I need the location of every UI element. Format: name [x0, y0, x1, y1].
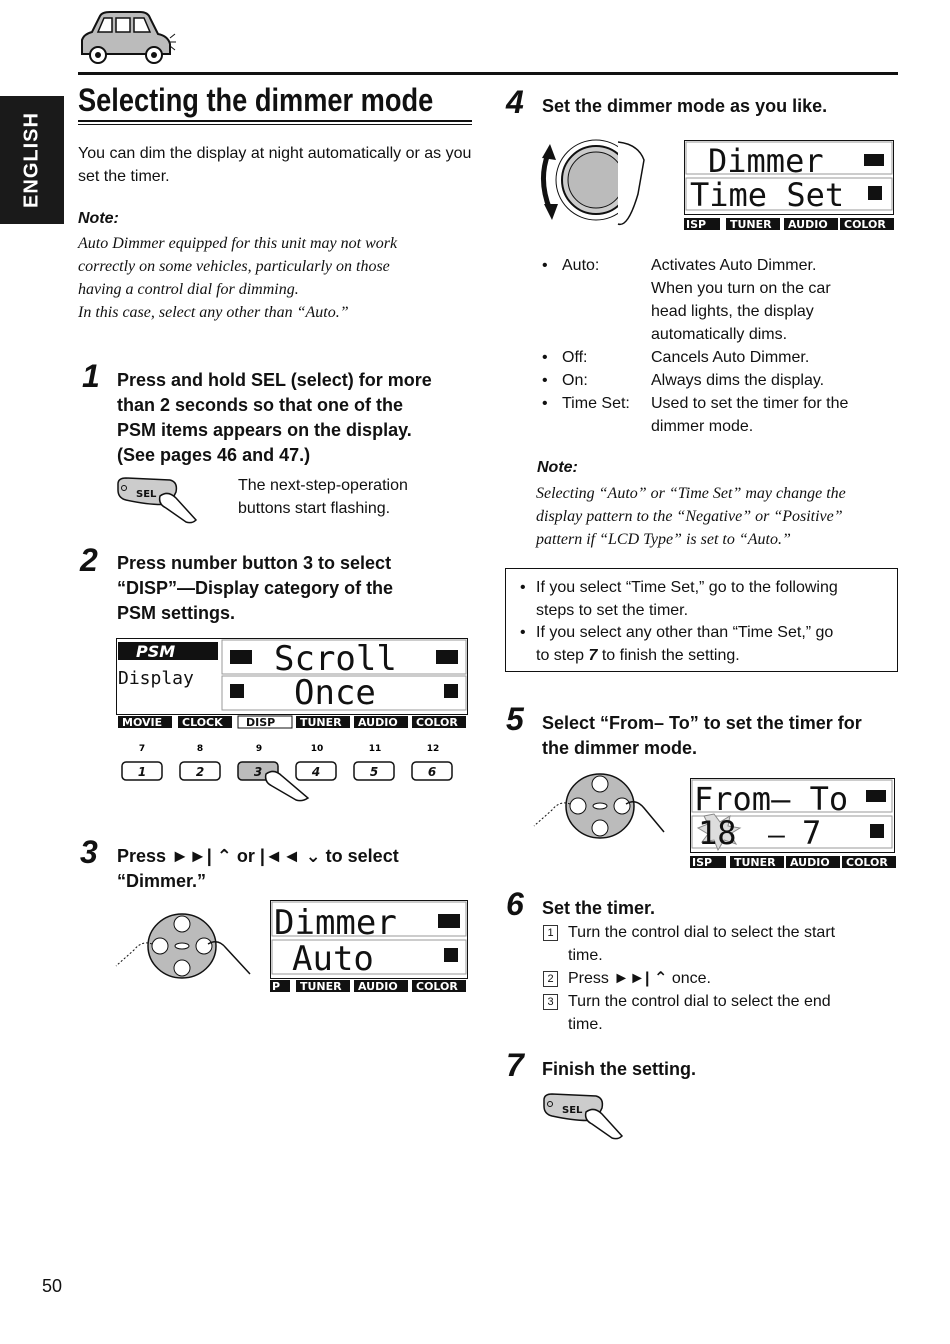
svg-text:Time Set: Time Set	[690, 176, 845, 214]
box-bullet: •	[520, 579, 526, 596]
svg-text:Scroll: Scroll	[274, 639, 397, 679]
sel-button-icon	[540, 1092, 630, 1142]
lcd-display-from-to	[678, 778, 896, 870]
svg-text:Auto: Auto	[292, 939, 374, 979]
intro-text: You can dim the display at night automatically or as you set the timer.	[78, 145, 472, 185]
prev-icon: |◄◄	[259, 846, 301, 866]
step-5-text: Select “From– To” to set the timer for the dimmer mode.	[542, 713, 862, 758]
sel-button-icon	[114, 476, 204, 526]
svg-text:AUDIO: AUDIO	[358, 716, 398, 729]
title-underline-thin	[78, 124, 472, 125]
up-icon: ⌃	[653, 970, 668, 987]
svg-text:7: 7	[138, 744, 146, 754]
step-number: 3	[80, 834, 98, 870]
option-desc: Used to set the timer for the dimmer mode.	[651, 395, 849, 435]
note-heading: Note:	[78, 210, 119, 227]
control-pad-icon	[112, 910, 262, 984]
svg-text:Dimmer: Dimmer	[708, 142, 824, 180]
step-number: 1	[82, 358, 100, 394]
option-desc: Cancels Auto Dimmer.	[651, 349, 810, 366]
step-4-text: Set the dimmer mode as you like.	[542, 96, 828, 116]
down-icon: ⌄	[305, 846, 321, 866]
step-number: 7	[506, 1047, 524, 1083]
language-tab: ENGLISH	[0, 96, 64, 224]
svg-text:ISP: ISP	[692, 856, 713, 869]
step-number: 5	[506, 701, 524, 737]
step-number: 6	[506, 886, 524, 922]
step-number: 2	[80, 542, 98, 578]
lcd-display-dimmer-auto	[270, 900, 468, 996]
svg-text:From– To: From– To	[694, 780, 849, 818]
control-pad-icon	[530, 770, 670, 844]
svg-text:AUDIO: AUDIO	[788, 218, 828, 231]
svg-text:1: 1	[137, 765, 147, 779]
page-number: 50	[42, 1276, 63, 1296]
svg-text:4: 4	[311, 765, 321, 779]
control-dial-icon	[538, 134, 658, 230]
svg-text:5: 5	[369, 765, 379, 779]
svg-text:SEL: SEL	[136, 489, 157, 500]
option-key: Auto:	[562, 257, 600, 274]
step-number: 4	[506, 84, 524, 120]
svg-text:3: 3	[253, 765, 263, 779]
option-auto: •	[542, 257, 548, 274]
svg-text:COLOR: COLOR	[844, 218, 886, 231]
step-6-text: Set the timer.	[542, 898, 656, 918]
svg-text:COLOR: COLOR	[416, 716, 458, 729]
note-text: Selecting “Auto” or “Time Set” may change the display pattern to the “Negative” or “Positive” pattern if “LCD Type” is set to “Auto.”	[536, 485, 846, 548]
note-heading: Note:	[537, 459, 578, 476]
svg-text:AUDIO: AUDIO	[790, 856, 830, 869]
svg-text:TUNER: TUNER	[300, 980, 342, 993]
svg-text:11: 11	[368, 744, 382, 754]
svg-text:TUNER: TUNER	[730, 218, 772, 231]
svg-text:SEL: SEL	[562, 1105, 583, 1116]
next-icon: ►►|	[171, 846, 212, 866]
svg-text:CLOCK: CLOCK	[182, 716, 223, 729]
svg-text:6: 6	[427, 765, 437, 779]
svg-text:18: 18	[698, 814, 737, 852]
svg-text:ISP: ISP	[686, 218, 707, 231]
svg-text:8: 8	[196, 744, 204, 754]
option-on: •	[542, 372, 548, 389]
svg-text:P: P	[272, 980, 281, 993]
box-item-2: If you select any other than “Time Set,” go to step 7 to finish the setting.	[536, 624, 834, 664]
svg-text:12: 12	[426, 744, 440, 754]
timer-step-1: 1 Turn the control dial to select the start time.	[543, 921, 893, 967]
option-key: Time Set:	[562, 395, 630, 412]
step-2-text: Press number button 3 to select “DISP”—Display category of the PSM settings.	[117, 553, 394, 623]
note-text: Auto Dimmer equipped for this unit may not work correctly on some vehicles, particularly on those having a control dial for dimming. In this case, select any other than “Auto.”	[78, 235, 398, 321]
step-1-subtext: The next-step-operation buttons start flashing.	[238, 477, 408, 517]
svg-text:PSM: PSM	[136, 642, 176, 661]
svg-text:TUNER: TUNER	[300, 716, 342, 729]
svg-text:COLOR: COLOR	[416, 980, 458, 993]
svg-text:9: 9	[255, 744, 263, 754]
svg-text:10: 10	[310, 744, 324, 754]
svg-text:–: –	[768, 818, 785, 851]
timer-step-3: 3 Turn the control dial to select the end time.	[543, 990, 893, 1036]
option-desc: Activates Auto Dimmer. When you turn on the car head lights, the display automatically dims.	[651, 257, 831, 343]
step-1-text: Press and hold SEL (select) for more than 2 seconds so that one of the PSM items appears on the display. (See pages 46 and 47.)	[117, 370, 432, 465]
header-rule	[78, 72, 898, 75]
svg-text:TUNER: TUNER	[734, 856, 776, 869]
svg-text:DISP: DISP	[246, 716, 276, 729]
step-7-text: Finish the setting.	[542, 1059, 697, 1079]
option-off: •	[542, 349, 548, 366]
step-3-text: Press ►►| ⌃ or |◄◄ ⌄ to select “Dimmer.”	[117, 846, 399, 891]
option-key: Off:	[562, 349, 588, 366]
box-bullet: •	[520, 624, 526, 641]
number-buttons	[116, 740, 468, 802]
option-desc: Always dims the display.	[651, 372, 825, 389]
title-underline	[78, 120, 472, 122]
option-timeset: •	[542, 395, 548, 412]
car-icon	[76, 8, 176, 68]
timer-step-2: 2 Press ►►| ⌃ once.	[543, 967, 893, 990]
up-icon: ⌃	[216, 846, 232, 866]
svg-text:Dimmer: Dimmer	[274, 903, 397, 943]
option-key: On:	[562, 372, 588, 389]
next-icon: ►►|	[613, 970, 650, 987]
box-item-1: If you select “Time Set,” go to the following steps to set the timer.	[536, 579, 838, 619]
svg-text:MOVIE: MOVIE	[122, 716, 163, 729]
svg-text:2: 2	[195, 765, 205, 779]
lcd-display-dimmer-timeset	[684, 140, 894, 232]
svg-text:COLOR: COLOR	[846, 856, 888, 869]
svg-text:Display: Display	[118, 668, 194, 689]
lcd-display-psm	[116, 638, 468, 730]
svg-text:7: 7	[802, 814, 822, 852]
svg-text:Once: Once	[294, 673, 376, 713]
svg-text:AUDIO: AUDIO	[358, 980, 398, 993]
page-title: Selecting the dimmer mode	[78, 82, 434, 118]
